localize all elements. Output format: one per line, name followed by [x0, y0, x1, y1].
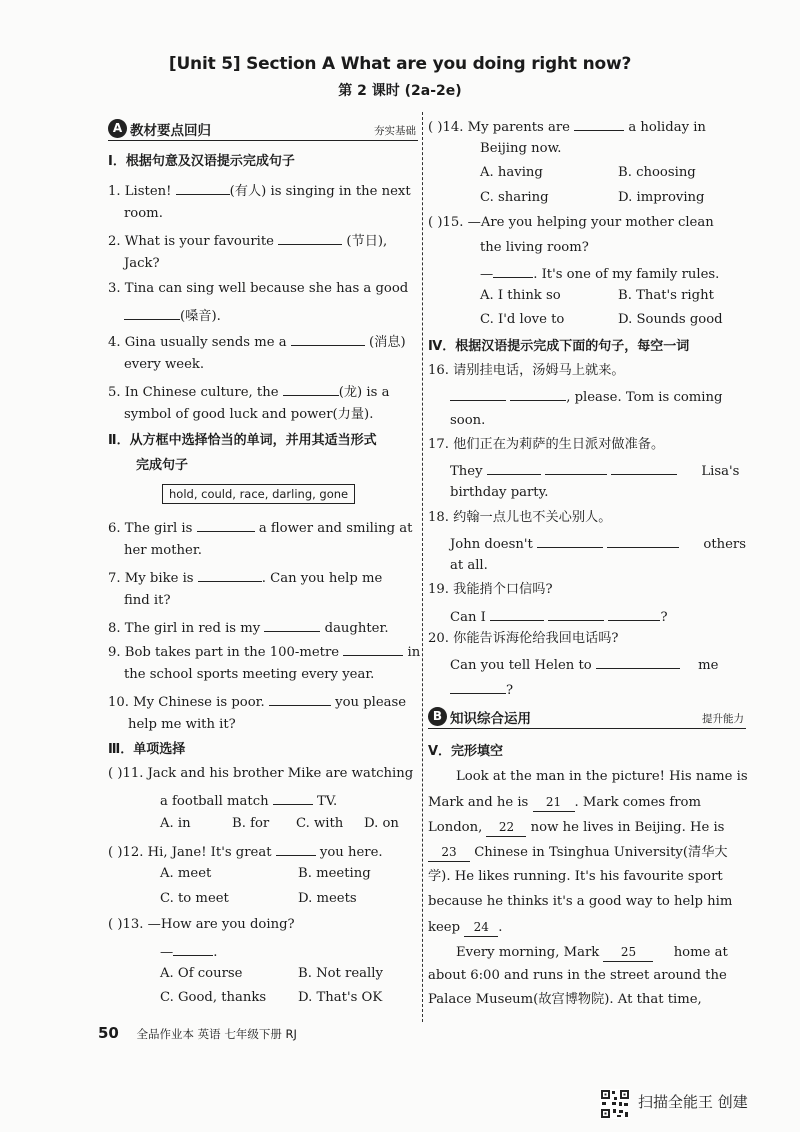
q13-option-b[interactable]: B. Not really — [298, 966, 383, 981]
q19-blank-3[interactable] — [608, 606, 660, 621]
part1-heading: Ⅰ．根据句意及汉语提示完成句子 — [108, 154, 295, 169]
q11-option-b[interactable]: B. for — [232, 816, 270, 831]
q15-line1: ( )15. —Are you helping your mother clean — [428, 215, 714, 230]
q18-line2: John doesn't others — [450, 533, 746, 554]
page-footer — [98, 1024, 297, 1042]
q19-line1: 19. 我能捎个口信吗? — [428, 582, 553, 597]
q10-blank[interactable] — [269, 691, 331, 706]
q7-blank[interactable] — [198, 567, 262, 582]
q13-option-c[interactable]: C. Good, thanks — [160, 990, 267, 1005]
q17-blank-3[interactable] — [611, 460, 677, 475]
q19-line2: Can I ? — [450, 606, 668, 627]
q12-option-c[interactable]: C. to meet — [160, 891, 229, 906]
q13-option-d[interactable]: D. That's OK — [298, 990, 383, 1005]
q9-line1: 9. Bob takes part in the 100-metre in — [108, 641, 420, 662]
q15-line2: the living room? — [480, 240, 589, 255]
q14-option-a[interactable]: A. having — [480, 165, 543, 180]
cloze-line-9: about 6:00 and runs in the street around the — [428, 968, 727, 983]
cloze-blank-24[interactable]: 24 — [464, 918, 498, 937]
q3-line1: 3. Tina can sing well because she has a good — [108, 281, 409, 296]
q17-line3: birthday party. — [450, 485, 549, 500]
q5-line1: 5. In Chinese culture, the (龙) is a — [108, 381, 389, 402]
q20-blank-1[interactable] — [596, 654, 680, 669]
q14-line1: ( )14. My parents are a holiday in — [428, 116, 706, 137]
q20-blank-2[interactable] — [450, 679, 506, 694]
cloze-blank-23[interactable]: 23 — [428, 843, 470, 862]
section-a-badge: A — [108, 119, 127, 138]
section-a-tag: 夯实基础 — [374, 125, 416, 137]
q18-line3: at all. — [450, 558, 488, 573]
q6-line2: her mother. — [124, 543, 202, 558]
q13-line1: ( )13. —How are you doing? — [108, 917, 295, 932]
q13-option-a[interactable]: A. Of course — [160, 966, 243, 981]
q8-line1: 8. The girl in red is my daughter. — [108, 617, 389, 638]
q2-blank[interactable] — [278, 230, 342, 245]
book-title: 全品作业本 英语 七年级下册 RJ — [136, 1027, 297, 1041]
section-b-badge: B — [428, 707, 447, 726]
q15-option-a[interactable]: A. I think so — [480, 288, 561, 303]
word-box: hold, could, race, darling, gone — [162, 484, 355, 504]
q1-line2: room. — [124, 206, 163, 221]
cloze-line-1: Look at the man in the picture! His name is — [456, 769, 748, 784]
q18-blank-1[interactable] — [537, 533, 603, 548]
q9-blank[interactable] — [343, 641, 403, 656]
q1-line1: 1. Listen! (有人) is singing in the next — [108, 180, 411, 201]
q14-option-c[interactable]: C. sharing — [480, 190, 549, 205]
q19-blank-2[interactable] — [548, 606, 604, 621]
section-b-tag: 提升能力 — [702, 713, 744, 725]
lesson-subtitle: 第 2 课时 (2a-2e) — [338, 83, 462, 99]
q3-line2: (嗓音). — [124, 305, 221, 326]
cloze-line-2: Mark and he is 21 . Mark comes from — [428, 795, 701, 810]
cloze-line-7: keep 24 . — [428, 920, 503, 935]
q2-line1: 2. What is your favourite (节日), — [108, 230, 387, 251]
q13-blank[interactable] — [173, 941, 213, 956]
q16-line2: , please. Tom is coming — [450, 386, 722, 407]
q15-option-d[interactable]: D. Sounds good — [618, 312, 723, 327]
cloze-blank-22[interactable]: 22 — [486, 818, 526, 837]
q11-option-d[interactable]: D. on — [364, 816, 399, 831]
q17-line2: They Lisa's — [450, 460, 739, 481]
q3-blank[interactable] — [124, 305, 180, 320]
q19-blank-1[interactable] — [490, 606, 544, 621]
q4-line2: every week. — [124, 357, 205, 372]
cloze-blank-21[interactable]: 21 — [533, 793, 575, 812]
cloze-line-3: London, 22 now he lives in Beijing. He is — [428, 820, 725, 835]
q10-line2: help me with it? — [128, 717, 236, 732]
scanner-watermark: 扫描全能王 创建 — [638, 1093, 748, 1111]
q17-blank-1[interactable] — [487, 460, 541, 475]
q15-line3: — . It's one of my family rules. — [480, 263, 719, 284]
qr-code-icon — [600, 1089, 630, 1119]
q20-line2: Can you tell Helen to me — [450, 654, 718, 675]
q17-blank-2[interactable] — [545, 460, 607, 475]
section-b-header — [428, 706, 746, 729]
part5-heading: Ⅴ．完形填空 — [428, 744, 504, 759]
q16-blank-1[interactable] — [450, 386, 506, 401]
q6-line1: 6. The girl is a flower and smiling at — [108, 517, 412, 538]
cloze-line-5: 学). He likes running. It's his favourite sport — [428, 869, 723, 884]
q11-line1: ( )11. Jack and his brother Mike are watching — [108, 766, 414, 781]
q18-line1: 18. 约翰一点儿也不关心别人。 — [428, 510, 612, 525]
q10-line1: 10. My Chinese is poor. you please — [108, 691, 406, 712]
q20-line3: ? — [450, 679, 513, 700]
part2-heading-2: 完成句子 — [136, 458, 189, 473]
q17-line1: 17. 他们正在为莉萨的生日派对做准备。 — [428, 437, 665, 452]
part2-heading-1: Ⅱ．从方框中选择恰当的单词，并用其适当形式 — [108, 433, 377, 448]
cloze-line-6: because he thinks it's a good way to help him — [428, 894, 733, 909]
q4-line1: 4. Gina usually sends me a (消息) — [108, 331, 406, 352]
q12-blank[interactable] — [276, 841, 316, 856]
q11-option-c[interactable]: C. with — [296, 816, 344, 831]
cloze-line-8: Every morning, Mark 25 home at — [456, 945, 728, 960]
q11-option-a[interactable]: A. in — [160, 816, 191, 831]
page-number: 50 — [98, 1024, 119, 1042]
q6-blank[interactable] — [197, 517, 255, 532]
q1-blank[interactable] — [176, 180, 230, 195]
q2-line2: Jack? — [124, 256, 160, 271]
section-b-title: 知识综合运用 — [450, 711, 531, 727]
page-title: [Unit 5] Section A What are you doing right now? — [168, 54, 632, 74]
q14-option-b[interactable]: B. choosing — [618, 165, 696, 180]
q5-line2: symbol of good luck and power(力量). — [124, 407, 374, 422]
q11-blank[interactable] — [273, 790, 313, 805]
q13-line2: — . — [160, 941, 217, 962]
q14-line2: Beijing now. — [480, 141, 562, 156]
q12-option-d[interactable]: D. meets — [298, 891, 357, 906]
q12-line1: ( )12. Hi, Jane! It's great you here. — [108, 841, 383, 862]
q15-blank[interactable] — [493, 263, 533, 278]
part4-heading: Ⅳ．根据汉语提示完成下面的句子，每空一词 — [428, 339, 690, 354]
q7-line1: 7. My bike is . Can you help me — [108, 567, 382, 588]
cloze-line-4: 23 Chinese in Tsinghua University(清华大 — [428, 843, 728, 862]
q11-line2: a football match TV. — [160, 790, 337, 811]
section-a-title: 教材要点回归 — [130, 123, 211, 139]
q20-line1: 20. 你能告诉海伦给我回电话吗? — [428, 631, 619, 646]
section-a-header — [108, 118, 418, 141]
q14-option-d[interactable]: D. improving — [618, 190, 705, 205]
column-divider — [422, 112, 423, 1022]
q8-blank[interactable] — [264, 617, 320, 632]
q16-blank-2[interactable] — [510, 386, 566, 401]
q14-blank[interactable] — [574, 116, 624, 131]
q16-line3: soon. — [450, 413, 486, 428]
q9-line2: the school sports meeting every year. — [124, 667, 375, 682]
cloze-blank-25[interactable]: 25 — [603, 943, 653, 962]
q7-line2: find it? — [124, 593, 171, 608]
q18-blank-2[interactable] — [607, 533, 679, 548]
q15-option-b[interactable]: B. That's right — [618, 288, 714, 303]
q15-option-c[interactable]: C. I'd love to — [480, 312, 565, 327]
q4-blank[interactable] — [291, 331, 365, 346]
part3-heading: Ⅲ．单项选择 — [108, 742, 186, 757]
q16-line1: 16. 请别挂电话，汤姆马上就来。 — [428, 363, 625, 378]
q12-option-b[interactable]: B. meeting — [298, 866, 371, 881]
q12-option-a[interactable]: A. meet — [160, 866, 212, 881]
q5-blank[interactable] — [283, 381, 339, 396]
cloze-line-10: Palace Museum(故宫博物院). At that time, — [428, 992, 702, 1007]
